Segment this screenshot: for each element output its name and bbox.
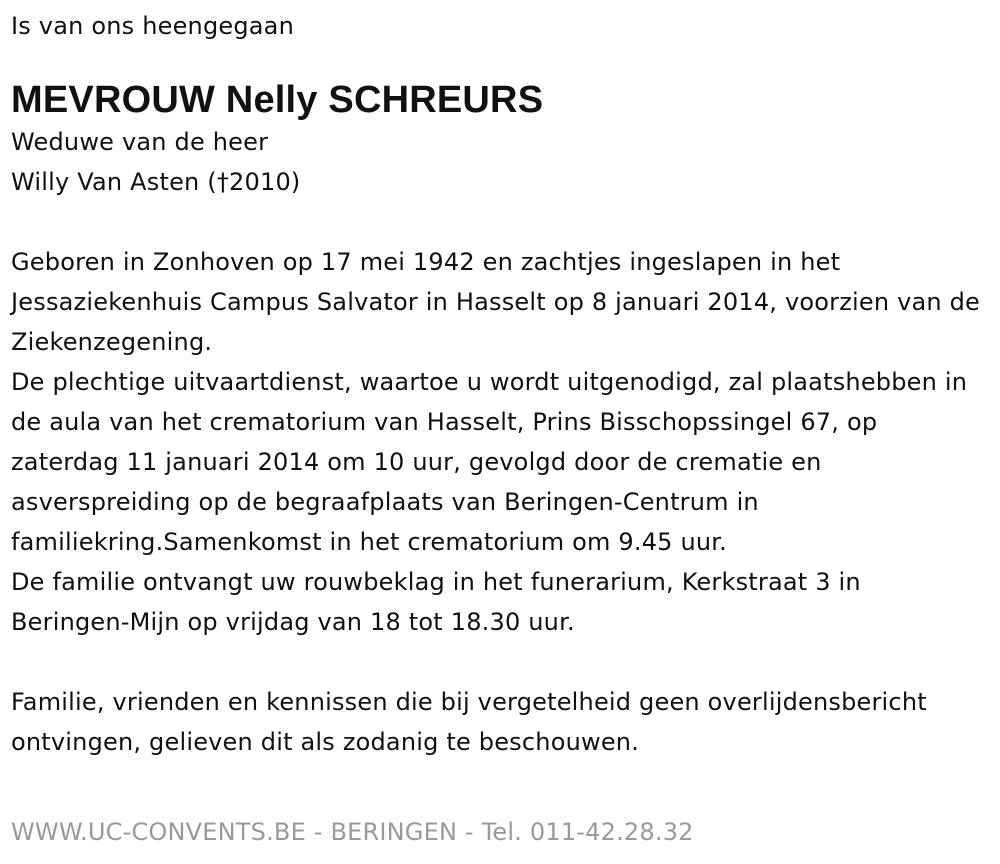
intro-text: Is van ons heengegaan [11, 12, 295, 40]
deceased-name: MEVROUW Nelly SCHREURS [11, 79, 544, 121]
notice-body [11, 242, 981, 642]
birth-death-paragraph: Geboren in Zonhoven op 17 mei 1942 en zachtjes ingeslapen in het Jessaziekenhuis Campus Salvator in Hasselt op 8 januari 2014, voorzien van de Ziekenzegening. [11, 248, 981, 356]
spouse-info [11, 122, 1000, 202]
spouse-line-2: Willy Van Asten (†2010) [11, 168, 301, 196]
condolence-paragraph: De familie ontvangt uw rouwbeklag in het funerarium, Kerkstraat 3 in Beringen-Mijn op vrijdag van 18 tot 18.30 uur. [11, 568, 861, 636]
spouse-line-1: Weduwe van de heer [11, 128, 269, 156]
footer-contact: WWW.UC-CONVENTS.BE - BERINGEN - Tel. 011-42.28.32 [11, 818, 694, 846]
funeral-service-paragraph: De plechtige uitvaartdienst, waartoe u wordt uitgenodigd, zal plaatshebben in de aula van het crematorium van Hasselt, Prins Bisschopssingel 67, op zaterdag 11 januari 2014 om 10 uur, gevolgd door de crematie en asverspreiding op de begraafplaats van Beringen-Centrum in familiekring.Samenkomst in het crematorium om 9.45 uur. [11, 368, 968, 556]
closing-paragraph: Familie, vrienden en kennissen die bij vergetelheid geen overlijdensbericht ontvingen, gelieven dit als zodanig te beschouwen. [11, 688, 927, 756]
